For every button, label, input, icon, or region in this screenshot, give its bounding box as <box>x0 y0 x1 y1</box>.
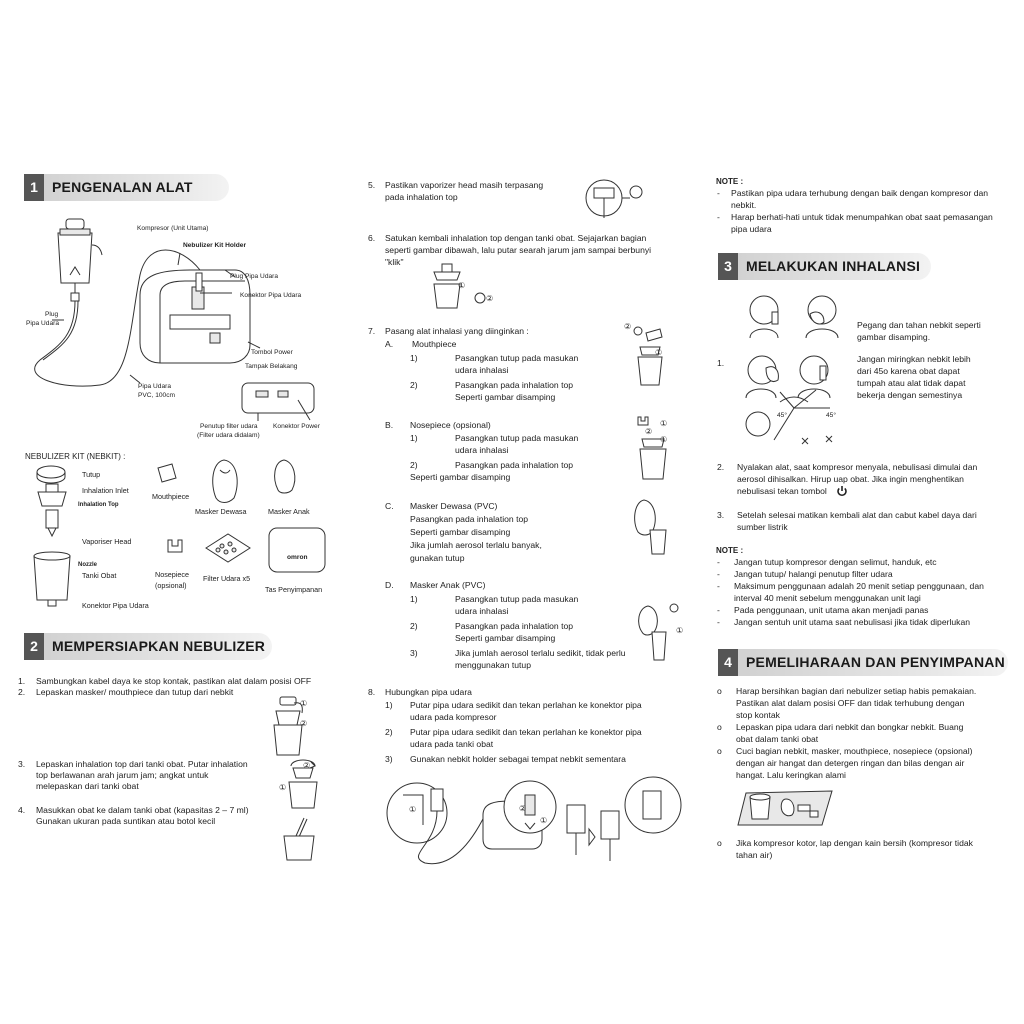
label-nozzle: Nozzle <box>78 562 98 568</box>
label-konektor-power: Konektor Power <box>273 423 320 430</box>
opt-b1-text-2: udara inhalasi <box>455 445 509 455</box>
inhalasi-step3-text-1: Setelah selesai matikan kembali alat dan cabut kabel daya dari <box>737 510 977 520</box>
opt-d2-text-1: Pasangkan pada inhalation top <box>455 621 574 631</box>
section-number: 2 <box>24 633 44 660</box>
care-2-text-1: Lepaskan pipa udara dari nebkit dan bongkar nebkit. Buang <box>736 722 964 732</box>
s2-step2-mark-1: ① <box>300 699 308 708</box>
child-mask-mark-1: ① <box>676 626 684 635</box>
step8-3-num: 3) <box>385 754 393 764</box>
s2-step3-mark-2: ② <box>303 761 311 770</box>
note2-5-dash: - <box>717 617 720 627</box>
s2-step3-num: 3. <box>18 759 26 769</box>
step8-mark-1b: ① <box>540 816 548 825</box>
step7-text: Pasang alat inhalasi yang diinginkan : <box>385 326 529 336</box>
section-2-header <box>24 633 272 660</box>
opt-d1-num: 1) <box>410 594 418 604</box>
opt-a1-num: 1) <box>410 353 418 363</box>
care-3-text-2: dengan air hangat dan detergen ringan dan bilas dengan air <box>736 758 965 768</box>
opt-d3-text-1: Jika jumlah aerosol terlalu sedikit, tidak perlu <box>455 648 626 658</box>
note-2-text-1: Harap berhati-hati untuk tidak menumpahkan obat saat pemasangan <box>731 212 993 222</box>
note2-2-text: Jangan tutup/ halangi penutup filter udara <box>734 569 893 579</box>
s2-step4-text-2: Gunakan ukuran pada suntikan atau botol kecil <box>36 816 216 826</box>
care-4-bullet: o <box>717 838 722 848</box>
note2-3-dash: - <box>717 581 720 591</box>
note-1-text-1: Pastikan pipa udara terhubung dengan baik dengan kompresor dan <box>731 188 989 198</box>
inhalasi-step3-num: 3. <box>717 510 725 520</box>
step8-2-num: 2) <box>385 727 393 737</box>
section-number: 3 <box>718 253 738 280</box>
inhalasi-step3-text-2: sumber listrik <box>737 522 788 532</box>
inhalasi-step1-num: 1. <box>717 358 725 368</box>
step5-text-1: Pastikan vaporizer head masih terpasang <box>385 180 544 190</box>
inhalasi-hold-text-1: Pegang dan tahan nebkit seperti <box>857 320 981 330</box>
care-3-text-1: Cuci bagian nebkit, masker, mouthpiece, nosepiece (opsional) <box>736 746 973 756</box>
opt-d2-text-2: Seperti gambar disamping <box>455 633 556 643</box>
angle-label-left: 45° <box>777 412 787 419</box>
s2-step1-num: 1. <box>18 676 26 686</box>
step5-text-2: pada inhalation top <box>385 192 458 202</box>
care-2-text-2: obat dalam tanki obat <box>736 734 819 744</box>
label-mouthpiece: Mouthpiece <box>152 492 190 501</box>
opt-d2-num: 2) <box>410 621 418 631</box>
opt-a1-text-2: udara inhalasi <box>455 365 509 375</box>
label-plug: Plug <box>45 311 59 318</box>
care-1-text-1: Harap bersihkan bagian dari nebulizer setiap habis pemakaian. <box>736 686 977 696</box>
opt-d3-num: 3) <box>410 648 418 658</box>
adult-mask-assembly-illustration <box>632 500 672 556</box>
care-3-bullet: o <box>717 746 722 756</box>
section-title: MELAKUKAN INHALANSI <box>746 258 921 274</box>
s2-step2-text: Lepaskan masker/ mouthpiece dan tutup dari nebkit <box>36 687 234 697</box>
note-1-text-2: nebkit. <box>731 200 757 210</box>
inhalasi-tilt-text-3: tumpah atau alat tidak dapat <box>857 378 966 388</box>
opt-c-text-2: Seperti gambar disamping <box>410 527 511 537</box>
drying-parts-illustration <box>736 783 836 827</box>
note2-1-dash: - <box>717 557 720 567</box>
section-3-header <box>718 253 931 280</box>
mouthpiece-mark-2: ② <box>624 322 632 331</box>
s2-step3-mark-1: ① <box>279 783 287 792</box>
opt-b2-num: 2) <box>410 460 418 470</box>
inhalasi-step2-text-2: aerosol dihisalkan. Hirup uap obat. Jika ingin menghentikan <box>737 474 964 484</box>
note-2-text-2: pipa udara <box>731 224 772 234</box>
opt-a1-text-1: Pasangkan tutup pada masukan <box>455 353 579 363</box>
note2-4-dash: - <box>717 605 720 615</box>
section-1-header <box>24 174 229 201</box>
opt-d-title: Masker Anak (PVC) <box>410 580 486 590</box>
label-nosepiece-opsional: (opsional) <box>155 581 187 590</box>
s2-step2-mark-2: ② <box>300 719 308 728</box>
step6-text-1: Satukan kembali inhalation top dengan tanki obat. Sejajarkan bagian <box>385 233 647 243</box>
s2-step4-text-1: Masukkan obat ke dalam tanki obat (kapasitas 2 – 7 ml) <box>36 805 249 815</box>
opt-a-label: A. <box>385 339 394 349</box>
inhalasi-tilt-text-1: Jangan miringkan nebkit lebih <box>857 354 971 364</box>
label-inhalation-inlet: Inhalation Inlet <box>82 486 129 495</box>
care-4-text-2: tahan air) <box>736 850 773 860</box>
inhalasi-step2-text-3: nebulisasi tekan tombol <box>737 486 827 496</box>
opt-b-label: B. <box>385 420 394 430</box>
label-tanki-obat: Tanki Obat <box>82 571 117 580</box>
note-heading: NOTE : <box>716 177 744 186</box>
inhalasi-step2-text-1: Nyalakan alat, saat kompresor menyala, nebulisasi dimulai dan <box>737 462 978 472</box>
nosepiece-mark-1b: ① <box>660 435 668 444</box>
inhalasi-tilt-text-2: dari 45o karena obat dapat <box>857 366 960 376</box>
label-pipa-udara-pvc: PVC, 100cm <box>138 392 176 399</box>
step8-mark-2: ② <box>519 804 527 813</box>
compressor-illustration <box>20 215 330 415</box>
opt-b2-text-2: Seperti gambar disamping <box>410 472 511 482</box>
section-4-header <box>718 649 1008 676</box>
opt-a2-num: 2) <box>410 380 418 390</box>
care-1-text-2: Pastikan alat dalam posisi OFF dan tidak terhubung dengan <box>736 698 965 708</box>
label-nosepiece: Nosepiece <box>155 570 189 579</box>
label-masker-dewasa: Masker Dewasa <box>195 507 247 516</box>
opt-b-title: Nosepiece (opsional) <box>410 420 491 430</box>
step8-num: 8. <box>368 687 376 697</box>
label-pipa-udara-left: Pipa Udara <box>26 320 59 327</box>
nosepiece-assembly-illustration <box>634 415 674 481</box>
step8-text: Hubungkan pipa udara <box>385 687 472 697</box>
section-title: PENGENALAN ALAT <box>52 179 193 195</box>
label-tombol-power: Tombol Power <box>251 349 293 356</box>
label-masker-anak: Masker Anak <box>268 507 310 516</box>
opt-d3-text-2: menggunakan tutup <box>455 660 531 670</box>
step8-1-text-2: udara pada kompresor <box>410 712 497 722</box>
label-filter-udara: Filter Udara x5 <box>203 574 251 583</box>
label-filter-udara-didalam: (Filter udara didalam) <box>197 432 260 439</box>
step6-mark-1: ① <box>458 281 466 290</box>
step8-2-text-2: udara pada tanki obat <box>410 739 494 749</box>
opt-a2-text-1: Pasangkan pada inhalation top <box>455 380 574 390</box>
opt-b1-num: 1) <box>410 433 418 443</box>
opt-c-title: Masker Dewasa (PVC) <box>410 501 498 511</box>
nebkit-heading: NEBULIZER KIT (NEBKIT) : <box>25 452 126 461</box>
step7-num: 7. <box>368 326 376 336</box>
opt-a-title: Mouthpiece <box>412 339 457 349</box>
s2-step3-text-1: Lepaskan inhalation top dari tanki obat. Putar inhalation <box>36 759 248 769</box>
step8-mark-1a: ① <box>409 805 417 814</box>
label-konektor-pipa-udara-kit: Konektor Pipa Udara <box>82 601 149 610</box>
note2-1-text: Jangan tutup kompresor dengan selimut, handuk, etc <box>734 557 937 567</box>
s2-step1-text: Sambungkan kabel daya ke stop kontak, pastikan alat dalam posisi OFF <box>36 676 312 686</box>
care-3-text-3: hangat. Lalu keringkan alami <box>736 770 846 780</box>
opt-d1-text-1: Pasangkan tutup pada masukan <box>455 594 579 604</box>
label-tutup: Tutup <box>82 470 101 479</box>
opt-b2-text-1: Pasangkan pada inhalation top <box>455 460 574 470</box>
opt-b1-text-1: Pasangkan tutup pada masukan <box>455 433 579 443</box>
nosepiece-mark-1: ① <box>660 419 668 428</box>
inhalasi-hold-text-2: gambar disamping. <box>857 332 931 342</box>
opt-d-label: D. <box>385 580 394 590</box>
label-penutup-filter: Penutup filter udara <box>200 423 258 430</box>
angle-label-right: 45° <box>826 412 836 419</box>
s2-step4-illustration <box>280 818 320 862</box>
opt-c-text-4: gunakan tutup <box>410 553 465 563</box>
note2-5-text: Jangan sentuh unit utama saat nebulisasi jika tidak diperlukan <box>734 617 971 627</box>
label-plug-pipa-udara: Plug Pipa Udara <box>230 273 279 280</box>
opt-c-text-3: Jika jumlah aerosol terlalu banyak, <box>410 540 542 550</box>
section-title: MEMPERSIAPKAN NEBULIZER <box>52 638 266 654</box>
care-4-text-1: Jika kompresor kotor, lap dengan kain bersih (kompresor tidak <box>736 838 973 848</box>
note2-heading: NOTE : <box>716 546 744 555</box>
opt-c-text-1: Pasangkan pada inhalation top <box>410 514 529 524</box>
step6-text-2: seperti gambar dibawah, lalu putar searah jarum jam sampai berbunyi <box>385 245 652 255</box>
step8-2-text-1: Putar pipa udara sedikit dan tekan perlahan ke konektor pipa <box>410 727 642 737</box>
inhalation-posture-illustration <box>740 290 850 450</box>
inhalasi-step2-num: 2. <box>717 462 725 472</box>
opt-a2-text-2: Seperti gambar disamping <box>455 392 556 402</box>
step8-1-text-1: Putar pipa udara sedikit dan tekan perlahan ke konektor pipa <box>410 700 642 710</box>
s2-step4-num: 4. <box>18 805 26 815</box>
nebkit-bag-brand: omron <box>287 554 308 561</box>
step8-1-num: 1) <box>385 700 393 710</box>
mouthpiece-mark-1: ① <box>655 348 663 357</box>
note-1-dash: - <box>717 188 720 198</box>
care-2-bullet: o <box>717 722 722 732</box>
label-tampak-belakang: Tampak Belakang <box>245 363 298 370</box>
step5-illustration <box>584 178 644 222</box>
inhalasi-tilt-text-4: bekerja dengan semestinya <box>857 390 963 400</box>
step6-num: 6. <box>368 233 376 243</box>
s2-step2-num: 2. <box>18 687 26 697</box>
section-number: 4 <box>718 649 738 676</box>
note2-4-text: Pada penggunaan, unit utama akan menjadi panas <box>734 605 929 615</box>
label-konektor-pipa-udara: Konektor Pipa Udara <box>240 292 302 299</box>
s2-step3-text-3: melepaskan dari tanki obat <box>36 781 139 791</box>
note-2-dash: - <box>717 212 720 222</box>
note2-3-text-1: Maksimum penggunaan adalah 20 menit setiap penggunaan, dan <box>734 581 984 591</box>
step6-text-3: "klik" <box>385 257 404 267</box>
care-1-bullet: o <box>717 686 722 696</box>
section-number: 1 <box>24 174 44 201</box>
label-nebulizer-kit-holder: Nebulizer Kit Holder <box>183 242 247 249</box>
step8-3-text: Gunakan nebkit holder sebagai tempat nebkit sementara <box>410 754 626 764</box>
step5-num: 5. <box>368 180 376 190</box>
care-1-text-3: stop kontak <box>736 710 780 720</box>
note2-3-text-2: interval 40 menit sebelum menggunakan unit lagi <box>734 593 921 603</box>
power-icon <box>836 485 848 497</box>
label-pipa-udara: Pipa Udara <box>138 383 171 390</box>
opt-d1-text-2: udara inhalasi <box>455 606 509 616</box>
step6-mark-2: ② <box>486 294 494 303</box>
nosepiece-mark-2: ② <box>645 427 653 436</box>
label-inhalation-top: Inhalation Top <box>78 502 119 508</box>
label-kompresor: Kompresor (Unit Utama) <box>137 225 209 232</box>
note2-2-dash: - <box>717 569 720 579</box>
step6-illustration <box>432 262 502 312</box>
section-title: PEMELIHARAAN DAN PENYIMPANAN <box>746 654 1005 670</box>
opt-c-label: C. <box>385 501 394 511</box>
label-vaporiser-head: Vaporiser Head <box>82 537 132 546</box>
s2-step3-text-2: top berlawanan arah jarum jam; angkat untuk <box>36 770 209 780</box>
label-tas-penyimpanan: Tas Penyimpanan <box>265 585 323 594</box>
